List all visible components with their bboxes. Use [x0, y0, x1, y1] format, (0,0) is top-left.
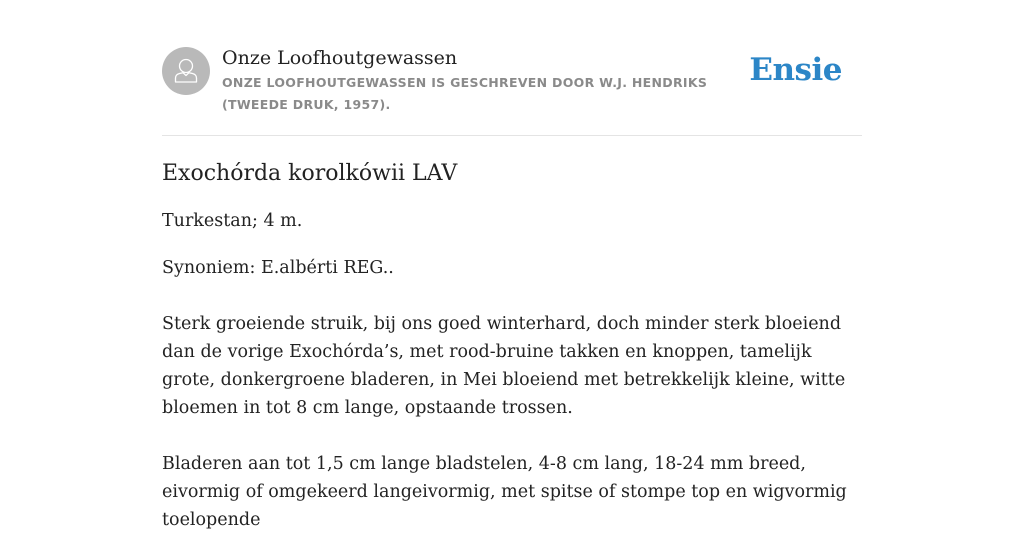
- paragraph-leaves: Bladeren aan tot 1,5 cm lange bladstelen, 4-8 cm lang, 18-24 mm breed, eivormig of omgekeerd langeivormig, met spitse of stompe top en wigvormig toelopende: [162, 454, 847, 530]
- user-silhouette-icon[interactable]: [162, 47, 210, 95]
- paragraph-synonym: Synoniem: E.albérti REG..: [162, 258, 394, 278]
- blog-title[interactable]: Onze Loofhoutgewassen: [222, 47, 458, 69]
- blog-description: ONZE LOOFHOUTGEWASSEN IS GESCHREVEN DOOR W.J. HENDRIKS (TWEEDE DRUK, 1957).: [222, 75, 708, 112]
- article: [162, 156, 867, 534]
- brand-logo[interactable]: Ensie: [749, 52, 842, 88]
- paragraph-description: Sterk groeiende struik, bij ons goed winterhard, doch minder sterk bloeiend dan de vorige Exochórda’s, met rood-bruine takken en knoppen, tamelijk grote, donkergroene bladeren, in Mei bloeiend met betrekkelijk kleine, witte bloemen in tot 8 cm lange, opstaande trossen.: [162, 314, 846, 418]
- paragraph-origin: Turkestan; 4 m.: [162, 211, 303, 231]
- article-title: Exochórda korolkówii LAV: [162, 161, 458, 186]
- blog-header: [162, 46, 862, 136]
- header-divider: [162, 135, 862, 136]
